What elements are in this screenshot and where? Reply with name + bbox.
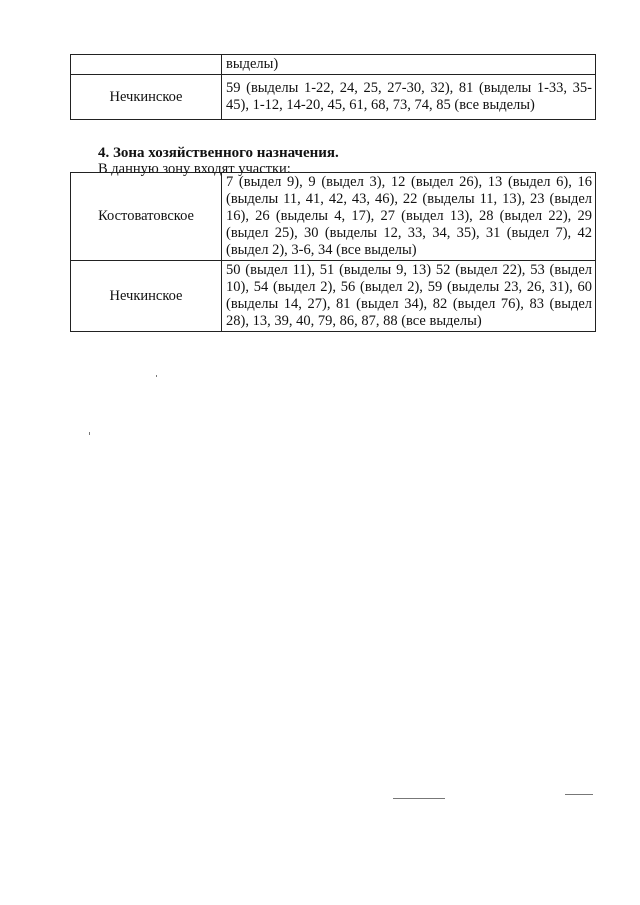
forestry-name-cell	[71, 55, 222, 75]
section-heading: 4. Зона хозяйственного назначения.	[98, 145, 339, 161]
scan-artifact	[156, 375, 157, 377]
plots-cell: 59 (выделы 1-22, 24, 25, 27-30, 32), 81 (выделы 1-33, 35-45), 1-12, 14-20, 45, 61, 68, 73, 74, 85 (все выделы)	[222, 75, 596, 120]
plots-cell: 7 (выдел 9), 9 (выдел 3), 12 (выдел 26), 13 (выдел 6), 16 (выделы 11, 41, 42, 43, 46), 22 (выделы 11, 13), 23 (выдел 16), 26 (выделы 4, 17), 27 (выдел 13), 28 (выдел 22), 29 (выдел 25), 30 (выделы 12, 33, 34, 35), 31 (выдел 7), 42 (выдел 2), 3-6, 34 (все выделы)	[222, 173, 596, 261]
section-intro: В данную зону входят участки:	[98, 161, 291, 177]
plots-cell: 50 (выдел 11), 51 (выделы 9, 13) 52 (выдел 22), 53 (выдел 10), 54 (выдел 2), 56 (выдел 2), 59 (выделы 23, 26, 31), 60 (выделы 14, 27), 81 (выдел 34), 82 (выдел 76), 83 (выдел 28), 13, 39, 40, 79, 86, 87, 88 (все выделы)	[222, 261, 596, 332]
table-row	[71, 173, 596, 261]
plots-cell: выделы)	[222, 55, 596, 75]
table-row	[71, 75, 596, 120]
forestry-name-cell: Костоватовское	[71, 173, 222, 261]
table-row	[71, 55, 596, 75]
table-row	[71, 261, 596, 332]
forest-table-continued	[70, 54, 596, 120]
zone4-table	[70, 172, 596, 332]
scan-artifact	[565, 794, 593, 795]
scan-artifact	[393, 798, 445, 799]
forestry-name-cell: Нечкинское	[71, 261, 222, 332]
scan-artifact	[89, 432, 90, 435]
forestry-name-cell: Нечкинское	[71, 75, 222, 120]
